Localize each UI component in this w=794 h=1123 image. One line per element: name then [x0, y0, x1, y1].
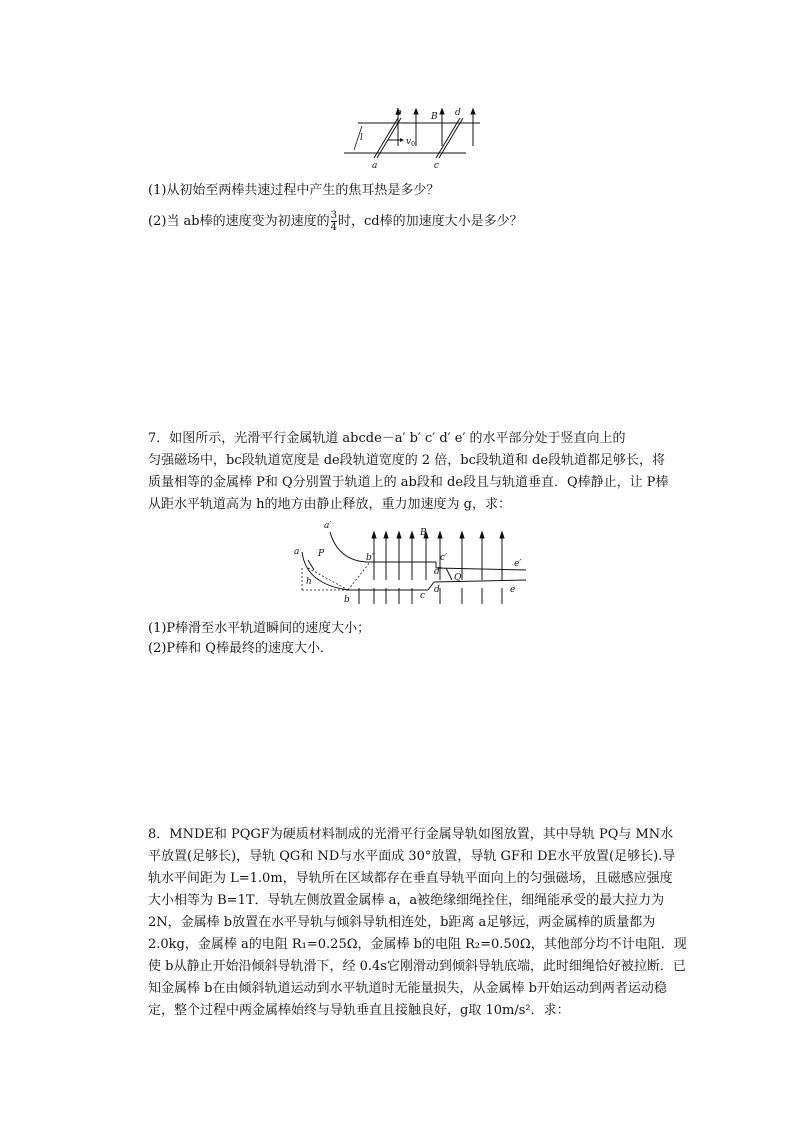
- q8-line-4: 大小相等为 B=1T．导轨左侧放置金属棒 a，a被绝缘细绳拴住，细绳能承受的最大拉力为: [148, 893, 665, 908]
- label-c-prime: c′: [440, 553, 448, 563]
- q8-line-2: 平放置(足够长)，导轨 QG和 ND与水平面成 30°放置，导轨 GF和 DE水平放置(足够长).导: [148, 849, 676, 864]
- label-P: P: [318, 549, 325, 559]
- fraction-three-quarters: [331, 210, 337, 233]
- label-d: d: [434, 585, 440, 595]
- q8-line-3: 轨水平间距为 L=1.0m，导轨所在区域都存在垂直导轨平面向上的匀强磁场，且磁感应强度: [148, 871, 673, 886]
- label-a: a: [294, 547, 300, 557]
- q6-part1: (1)从初始至两棒共速过程中产生的焦耳热是多少？: [148, 183, 440, 198]
- rail-d-e: [434, 580, 526, 582]
- q7-line-2: 匀强磁场中，bc段轨道宽度是 de段轨道宽度的 2 倍，bc段轨道和 de段轨道都足够长，将: [148, 453, 666, 468]
- label-d: d: [455, 108, 461, 118]
- q7-part1: (1)P棒滑至水平轨道瞬间的速度大小；: [148, 621, 371, 636]
- q8-line-1: 8．MNDE和 PQGF为硬质材料制成的光滑平行金属导轨如图放置，其中导轨 PQ与 MN水: [148, 827, 674, 842]
- q7-line-1: 7．如图所示，光滑平行金属轨道 abcde－a′ b′ c′ d′ e′ 的水平部分处于竖直向上的: [148, 431, 626, 446]
- label-b: b: [396, 108, 402, 118]
- fraction-den: 4: [330, 222, 337, 233]
- label-d-prime: d′: [434, 567, 442, 577]
- fraction-num: 3: [330, 210, 337, 221]
- q7-stem: [148, 428, 680, 516]
- q8-line-9: 定，整个过程中两金属棒始终与导轨垂直且接触良好，g取 10m/s²．求：: [148, 1003, 570, 1018]
- rod-cd: [436, 118, 463, 158]
- q8-line-7: 使 b从静止开始沿倾斜导轨滑下，经 0.4s它刚滑动到倾斜导轨底端，此时细绳恰好被拉断．已: [148, 959, 686, 974]
- label-h: h: [306, 577, 312, 587]
- label-v0: $v_0$: [406, 137, 415, 148]
- label-B: B: [420, 528, 427, 538]
- q6-part2: [148, 210, 523, 233]
- rail-d-prime-e-prime: [436, 568, 526, 570]
- rod-Q: [446, 568, 452, 580]
- label-b: b: [344, 595, 350, 605]
- q8-line-5: 2N，金属棒 b放置在水平导轨与倾斜导轨相连处，b距离 a足够远，两金属棒的质量都为: [148, 915, 656, 930]
- label-a: a: [372, 161, 378, 170]
- velocity-arrow: [388, 138, 404, 142]
- q8-line-6: 2.0kg，金属棒 a的电阻 R₁=0.25Ω，金属棒 b的电阻 R₂=0.50Ω，其他部分均不计电阻．现: [148, 937, 687, 952]
- label-c: c: [420, 591, 426, 601]
- label-e: e: [510, 585, 516, 595]
- q7-line-4: 从距水平轨道高为 h的地方由静止释放，重力加速度为 g，求：: [148, 497, 511, 512]
- rails-figure-1: [338, 106, 488, 170]
- rod-ab: [374, 118, 401, 158]
- q8-line-8: 知金属棒 b在由倾斜轨道运动到水平轨道时无能量损失，从金属棒 b开始运动到两者运动稳: [148, 981, 667, 996]
- q7-part2: (2)P棒和 Q棒最终的速度大小．: [148, 641, 333, 656]
- label-c: c: [434, 161, 440, 170]
- label-b-prime: b′: [366, 553, 374, 563]
- label-l: l: [360, 133, 363, 143]
- q6-part2-post: 时，cd棒的加速度大小是多少？: [338, 214, 523, 229]
- curve-a-prime: [330, 532, 366, 562]
- label-e-prime: e′: [514, 559, 522, 569]
- label-a-prime: a′: [324, 521, 332, 531]
- label-B: B: [431, 112, 438, 122]
- label-Q: Q: [454, 573, 462, 583]
- q7-line-3: 质量相等的金属棒 P和 Q分别置于轨道上的 ab段和 de段且与轨道垂直．Q棒静止，让 P棒: [148, 475, 669, 490]
- q6-part2-pre: (2)当 ab棒的速度变为初速度的: [148, 214, 330, 229]
- q8-stem: [148, 824, 688, 1022]
- rails-figure-2: [286, 518, 530, 610]
